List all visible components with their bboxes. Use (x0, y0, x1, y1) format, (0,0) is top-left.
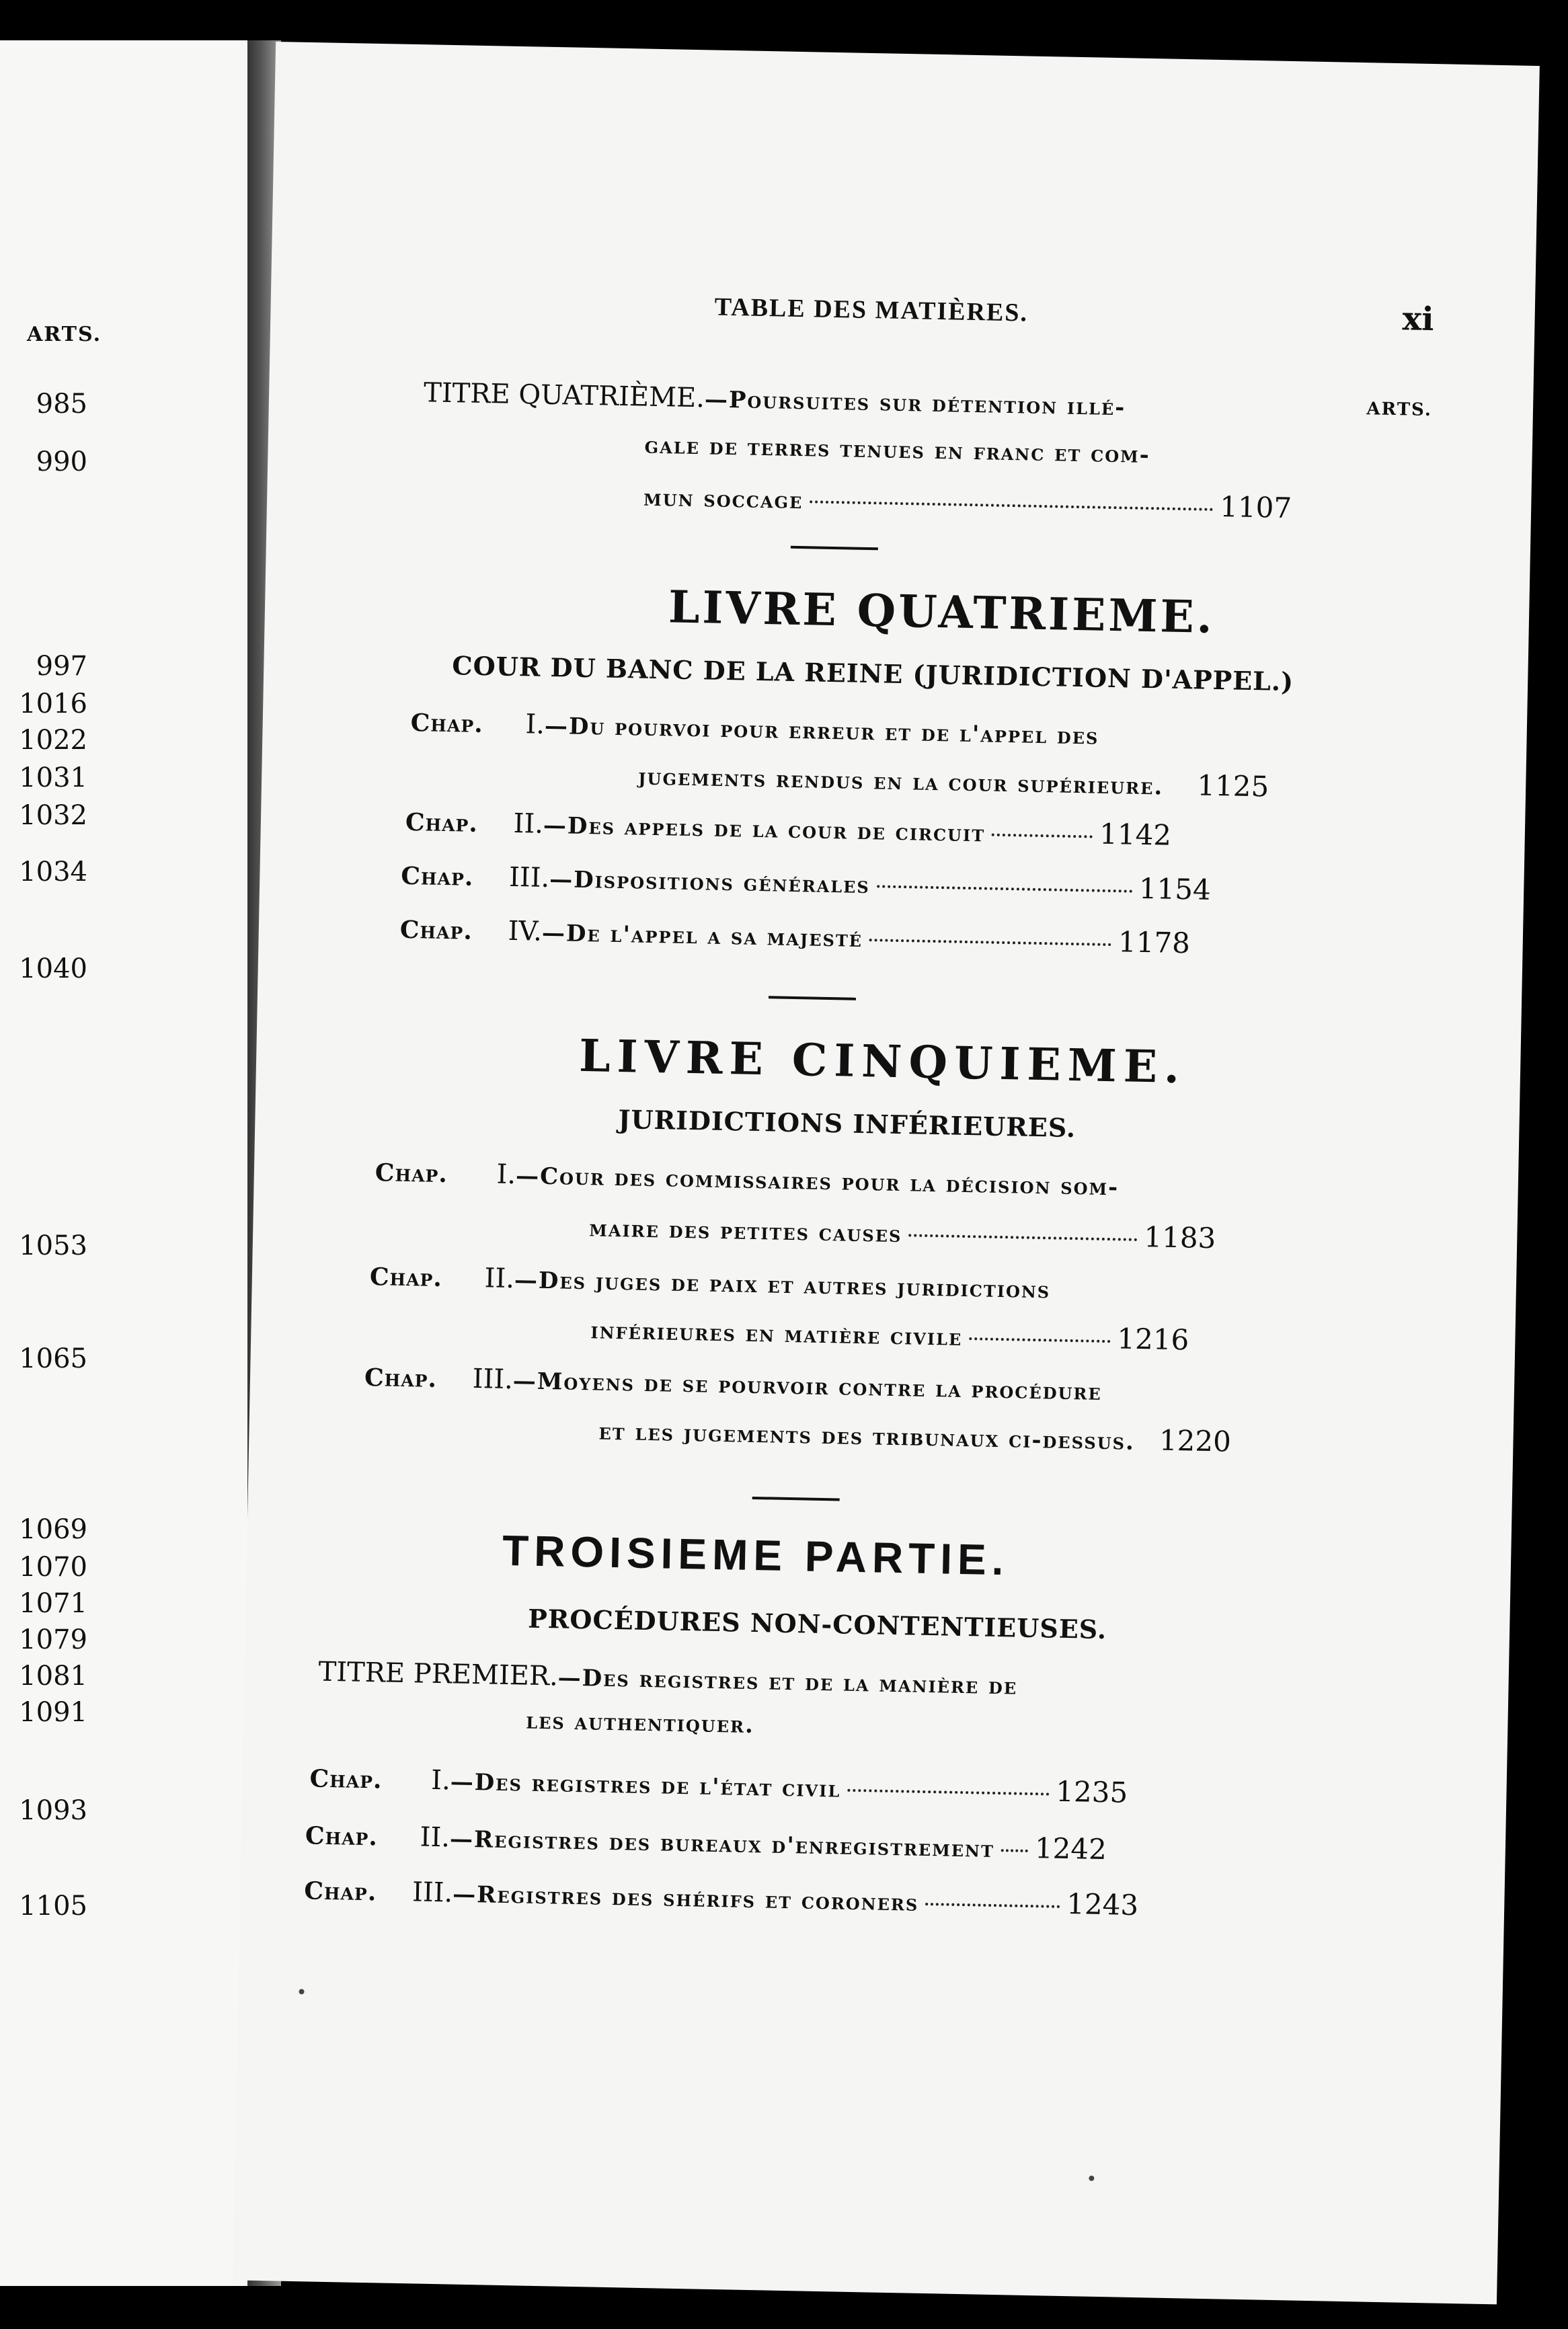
chap-label: Chap. (305, 1821, 379, 1852)
entry-text: les authentiquer. (525, 1707, 755, 1739)
dot-leader (877, 885, 1132, 892)
article-number: 1154 (1138, 871, 1212, 906)
chap-roman: I. (496, 1158, 516, 1191)
toc-entry (318, 1657, 1018, 1701)
troisieme-partie-subheading: PROCÉDURES NON-CONTENTIEUSES. (527, 1603, 1107, 1645)
article-number: 1243 (1066, 1887, 1139, 1922)
article-number: 1107 (1219, 490, 1292, 525)
entry-text: —Des registres de l'état civil (450, 1768, 841, 1803)
article-number: 1178 (1118, 925, 1191, 960)
dot-leader (969, 1337, 1110, 1343)
left-article-number: 1065 (19, 1343, 87, 1374)
left-article-number: 1070 (19, 1552, 87, 1583)
article-number: 1125 (1196, 768, 1269, 803)
chapter-entry-cont (638, 758, 1269, 803)
chap-label: Chap. (405, 807, 479, 838)
chap-label: Chap. (369, 1262, 443, 1293)
chapter-entry (370, 1261, 1051, 1304)
chap-roman: III. (508, 861, 550, 894)
entry-text: —Des appels de la cour de circuit (543, 812, 986, 848)
left-article-number: 1105 (19, 1891, 87, 1922)
chapter-entry (305, 1817, 1107, 1866)
entry-text: mun soccage (643, 484, 803, 515)
entry-text: —De l'appel a sa majesté (541, 919, 863, 953)
running-head: TABLE DES MATIÈRES. (714, 292, 1029, 327)
chap-roman: II. (484, 1263, 515, 1295)
entry-text: —Des juges de paix et autres juridictions (514, 1267, 1051, 1304)
left-article-number: 1032 (19, 800, 87, 831)
chap-label: Chap. (399, 915, 473, 945)
previous-page-fragment (0, 40, 251, 2286)
chap-label: Chap. (375, 1158, 448, 1189)
chapter-entry (364, 1361, 1103, 1407)
titre-label: TITRE QUATRIÈME. (423, 377, 705, 414)
chapter-entry (405, 804, 1171, 852)
entry-text: —Registres des bureaux d'enregistrement (449, 1825, 995, 1863)
dot-leader (992, 834, 1093, 838)
entry-text: inférieures en matière civile (590, 1317, 963, 1351)
arts-column-label: ARTS. (1366, 399, 1433, 421)
chapter-entry (309, 1760, 1128, 1809)
left-article-number: 1034 (19, 857, 87, 887)
chap-roman: I. (525, 709, 545, 740)
chapter-entry (401, 858, 1211, 906)
section-rule (769, 996, 856, 1000)
ink-speck (299, 1989, 304, 1994)
article-number: 1242 (1034, 1831, 1107, 1866)
chapter-entry (304, 1872, 1139, 1922)
chapter-entry (399, 912, 1190, 960)
chapter-entry-cont (590, 1312, 1189, 1356)
left-article-number: 1022 (19, 725, 87, 756)
livre-quatrieme-heading: LIVRE QUATRIEME. (668, 580, 1216, 643)
entry-text: —Des registres et de la manière de (557, 1664, 1018, 1700)
left-article-number: 1079 (19, 1624, 87, 1655)
left-article-number: 985 (36, 389, 87, 420)
dot-leader (908, 1234, 1137, 1241)
left-arts-label: ARTS. (27, 323, 102, 346)
ink-speck (1089, 2176, 1094, 2181)
toc-entry (424, 377, 1126, 422)
entry-text: —Dispositions générales (549, 866, 871, 900)
left-article-number: 990 (36, 446, 87, 477)
chap-label: Chap. (309, 1764, 383, 1794)
article-number: 1220 (1159, 1423, 1232, 1458)
dot-leader (810, 500, 1213, 511)
article-number: 1142 (1099, 817, 1172, 852)
dot-leader (1001, 1849, 1028, 1852)
chap-roman: IV. (508, 915, 543, 947)
entry-text: —Du pourvoi pour erreur et de l'appel des (544, 712, 1099, 750)
titre-label: TITRE PREMIER. (318, 1656, 559, 1692)
left-article-number: 1069 (19, 1514, 87, 1545)
left-article-number: 1016 (19, 688, 87, 719)
toc-entry (643, 479, 1292, 524)
section-rule (752, 1497, 840, 1501)
entry-text: —Moyens de se pourvoir contre la procédure (512, 1368, 1103, 1406)
entry-text: —Poursuites sur détention illé- (704, 386, 1126, 422)
entry-text: —Registres des shérifs et coroners (452, 1881, 919, 1917)
dot-leader (925, 1903, 1060, 1908)
entry-text: maire des petites causes (588, 1215, 902, 1249)
article-number: 1235 (1055, 1774, 1128, 1809)
chap-roman: II. (513, 807, 544, 840)
article-number: 1183 (1143, 1220, 1216, 1255)
troisieme-partie-heading: TROISIEME PARTIE. (502, 1526, 1010, 1585)
dot-leader (869, 939, 1111, 946)
left-article-number: 997 (36, 651, 87, 682)
livre-cinquieme-subheading: JURIDICTIONS INFÉRIEURES. (618, 1104, 1076, 1144)
chap-roman: III. (411, 1877, 453, 1909)
livre-quatrieme-subheading: COUR DU BANC DE LA REINE (JURIDICTION D'APPEL.) (451, 650, 1294, 697)
entry-text: —Cour des commissaires pour la décision som- (515, 1162, 1120, 1201)
chap-label: Chap. (364, 1363, 438, 1393)
chapter-entry-cont (598, 1413, 1231, 1458)
left-article-number: 1093 (19, 1795, 87, 1826)
chap-label: Chap. (400, 861, 474, 892)
chapter-entry (375, 1156, 1119, 1201)
chap-label: Chap. (410, 708, 484, 739)
entry-text: jugements rendus en la cour supérieure. (637, 763, 1164, 801)
article-number: 1216 (1116, 1322, 1189, 1357)
left-article-number: 1081 (19, 1661, 87, 1692)
left-article-number: 1071 (19, 1588, 87, 1619)
dot-leader (847, 1789, 1049, 1796)
chap-roman: III. (472, 1363, 514, 1396)
chap-roman: I. (430, 1764, 451, 1797)
livre-cinquieme-heading: LIVRE CINQUIEME. (578, 1029, 1187, 1094)
section-rule (791, 546, 878, 550)
left-article-number: 1091 (19, 1697, 87, 1728)
chapter-entry-cont (589, 1210, 1216, 1255)
left-article-number: 1040 (19, 953, 87, 984)
left-article-number: 1053 (19, 1230, 87, 1261)
table-of-contents-page (233, 42, 1540, 2304)
page-folio: xi (1402, 300, 1435, 339)
entry-text: et les jugements des tribunaux ci-dessus. (598, 1418, 1136, 1456)
chap-roman: II. (420, 1821, 450, 1854)
chapter-entry (410, 707, 1099, 751)
chap-label: Chap. (303, 1877, 377, 1907)
entry-text: gale de terres tenues en franc et com- (644, 432, 1151, 469)
left-article-number: 1031 (19, 762, 87, 793)
